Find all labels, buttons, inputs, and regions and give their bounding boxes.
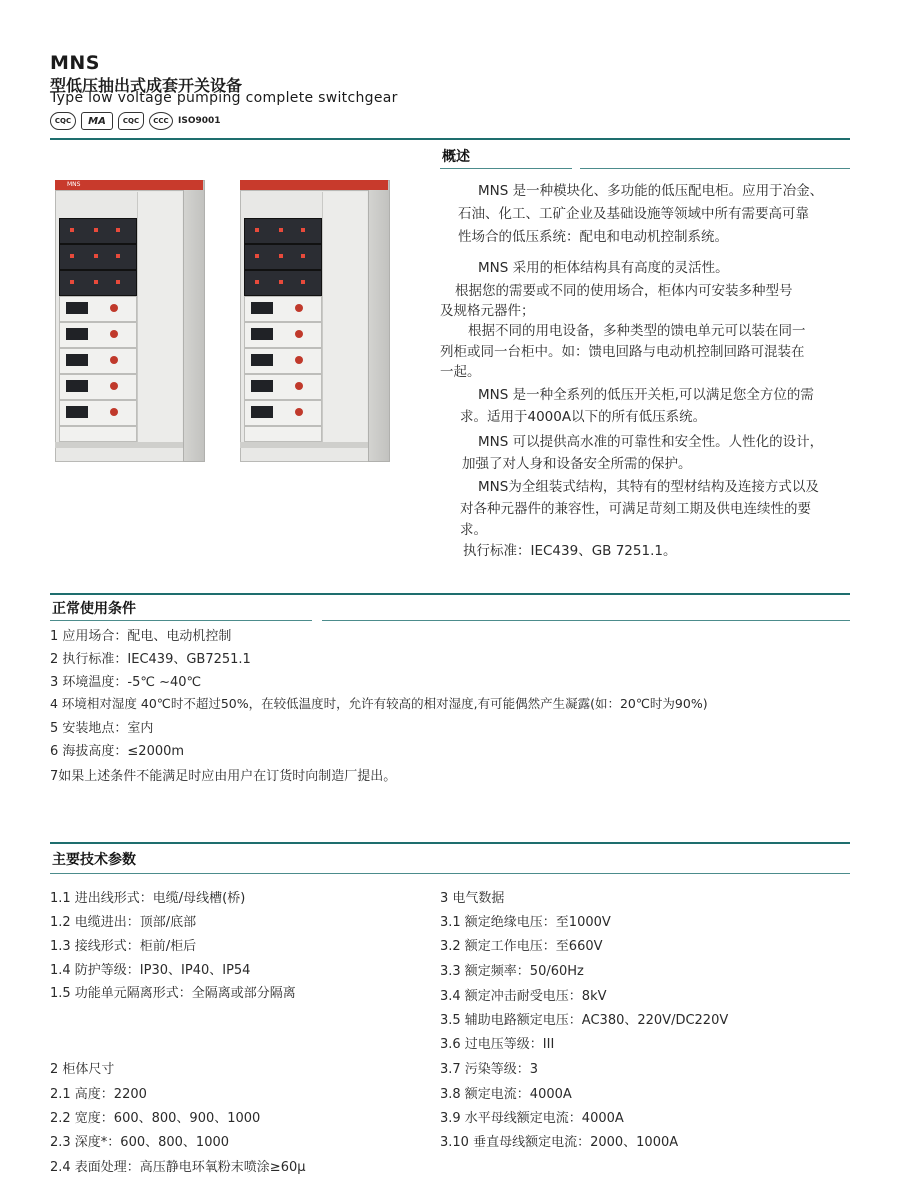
- overview-line: MNS 是一种模块化、多功能的低压配电柜。应用于冶金、: [478, 183, 824, 199]
- overview-line: 求。适用于4000A以下的所有低压系统。: [460, 409, 707, 425]
- cma-logo-icon: MA: [81, 112, 113, 130]
- model-name: MNS: [50, 52, 100, 74]
- cqc-logo-icon: CQC: [50, 112, 76, 130]
- cabinet-image-right: [240, 180, 385, 460]
- header-divider: [50, 138, 850, 140]
- spec-item-left: 2.3 深度*：600、800、1000: [50, 1135, 230, 1150]
- condition-item: 5 安装地点：室内: [50, 721, 154, 736]
- condition-item: 2 执行标准：IEC439、GB7251.1: [50, 652, 251, 667]
- spec-item-right: 3.2 额定工作电压：至660V: [440, 939, 603, 954]
- overview-line: 根据您的需要或不同的使用场合，柜体内可安装多种型号: [455, 283, 793, 299]
- condition-item: 1 应用场合：配电、电动机控制: [50, 629, 232, 644]
- condition-item: 6 海拔高度：≤2000m: [50, 744, 185, 759]
- conditions-rule-right: [322, 620, 850, 621]
- overview-line: 性场合的低压系统：配电和电动机控制系统。: [458, 229, 728, 245]
- overview-line: MNS 采用的柜体结构具有高度的灵活性。: [478, 260, 729, 276]
- overview-heading: 概述: [442, 149, 470, 165]
- specs-rule: [50, 873, 850, 874]
- spec-item-left: 1.5 功能单元隔离形式：全隔离或部分隔离: [50, 986, 296, 1001]
- spec-item-left: 2.2 宽度：600、800、900、1000: [50, 1111, 261, 1126]
- overview-line: 及规格元器件；: [440, 303, 535, 319]
- spec-item-right: 3.8 额定电流：4000A: [440, 1087, 572, 1102]
- spec-item-right: 3.5 辅助电路额定电压：AC380、220V/DC220V: [440, 1013, 729, 1028]
- spec-item-left: 1.4 防护等级：IP30、IP40、IP54: [50, 963, 251, 978]
- title-chinese: 型低压抽出式成套开关设备: [50, 76, 243, 95]
- specs-top-rule: [50, 842, 850, 844]
- cabinet-label: MNS: [67, 181, 81, 188]
- overview-line: MNS 是一种全系列的低压开关柜,可以满足您全方位的需: [478, 387, 814, 403]
- spec-item-right: 3 电气数据: [440, 891, 505, 906]
- condition-item: 4 环境相对湿度 40℃时不超过50%，在较低温度时，允许有较高的相对湿度,有可能偶然产生凝露(如：20℃时为90%): [50, 696, 708, 711]
- overview-line: 根据不同的用电设备，多种类型的馈电单元可以装在同一: [468, 323, 806, 339]
- spec-item-left: 2.1 高度：2200: [50, 1087, 147, 1102]
- spec-item-left: 1.3 接线形式：柜前/柜后: [50, 939, 197, 954]
- spec-item-left: 2.4 表面处理：高压静电环氧粉末喷涂≥60μ: [50, 1160, 306, 1175]
- overview-line: 石油、化工、工矿企业及基础设施等领域中所有需要高可靠: [458, 206, 809, 222]
- overview-rule-right: [580, 168, 850, 169]
- spec-item-right: 3.7 污染等级：3: [440, 1062, 539, 1077]
- spec-item-right: 3.6 过电压等级：III: [440, 1037, 555, 1052]
- conditions-rule-left: [50, 620, 312, 621]
- cabinet-image-left: [55, 180, 200, 460]
- ccc-logo-icon: CCC: [149, 112, 173, 130]
- condition-item: 7如果上述条件不能满足时应由用户在订货时向制造厂提出。: [50, 769, 397, 784]
- specs-heading: 主要技术参数: [52, 852, 136, 868]
- title-english: Type low voltage pumping complete switchgear: [50, 90, 398, 106]
- spec-item-right: 3.3 额定频率：50/60Hz: [440, 964, 584, 979]
- conditions-top-rule: [50, 593, 850, 595]
- overview-line: 对各种元器件的兼容性，可满足苛刻工期及供电连续性的要: [460, 501, 811, 517]
- overview-rule-left: [440, 168, 572, 169]
- cqc-mark-icon: CQC: [118, 112, 144, 130]
- overview-line: MNS 可以提供高水准的可靠性和安全性。人性化的设计，: [478, 434, 824, 450]
- spec-item-left: 1.1 进出线形式：电缆/母线槽(桥): [50, 891, 246, 906]
- spec-item-right: 3.1 额定绝缘电压：至1000V: [440, 915, 611, 930]
- certification-logos: [50, 112, 221, 130]
- overview-line: 执行标准：IEC439、GB 7251.1。: [463, 543, 677, 559]
- overview-line: MNS为全组装式结构，其特有的型材结构及连接方式以及: [478, 479, 819, 495]
- spec-item-right: 3.4 额定冲击耐受电压：8kV: [440, 989, 607, 1004]
- overview-line: 一起。: [440, 364, 481, 380]
- spec-item-left: 2 柜体尺寸: [50, 1062, 115, 1077]
- overview-line: 加强了对人身和设备安全所需的保护。: [462, 456, 692, 472]
- iso9001-label: ISO9001: [178, 116, 221, 126]
- overview-line: 列柜或同一台柜中。如：馈电回路与电动机控制回路可混装在: [440, 344, 805, 360]
- condition-item: 3 环境温度：-5℃ ~40℃: [50, 675, 202, 690]
- spec-item-right: 3.10 垂直母线额定电流：2000、1000A: [440, 1135, 679, 1150]
- overview-line: 求。: [460, 522, 487, 538]
- spec-item-right: 3.9 水平母线额定电流：4000A: [440, 1111, 624, 1126]
- spec-item-left: 1.2 电缆进出：顶部/底部: [50, 915, 197, 930]
- conditions-heading: 正常使用条件: [52, 601, 136, 617]
